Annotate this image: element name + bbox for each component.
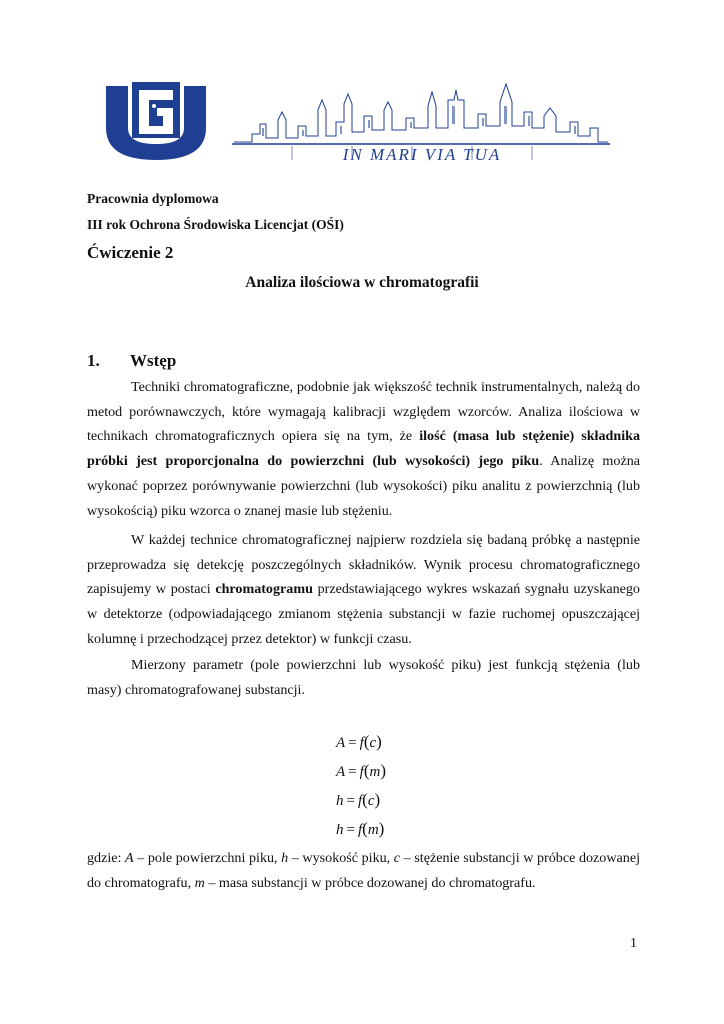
equation-fn: f xyxy=(357,793,363,809)
paragraph-2 xyxy=(87,528,640,652)
equation-lparen: ( xyxy=(362,790,368,809)
paragraph-2-text-b: przedstawiającego wykres wskazań sygnału uzyskanego w detektorze (odpowiadającego zmianom stężenia substancji w fazie ruchomej opuszczającej kolumnę i przechodzącej przez detektor) w funkcji czasu. xyxy=(87,581,640,647)
section-number: 1. xyxy=(87,351,100,370)
paragraph-1-text-b: . Analizę można wykonać poprzez porównywanie powierzchni (lub wysokości) piku analitu z powierzchnią (lub wysokością) piku wzorca o znanej masie lub stężeniu. xyxy=(87,453,641,519)
page-number: 1 xyxy=(630,936,637,951)
legend-text: – masa substancji w próbce dozowanej do chromatografu. xyxy=(204,874,536,891)
equation-op: = xyxy=(348,735,357,751)
legend-variable: c xyxy=(393,850,401,866)
equation xyxy=(336,819,384,839)
gdansk-skyline-icon xyxy=(232,80,610,166)
equation-lparen: ( xyxy=(363,732,370,751)
paragraph-2-text-a: W każdej technice chromatograficznej najpierw rozdziela się badaną próbkę a następnie przeprowadza się detekcję poszczególnych składników. Wynik procesu chromatograficznego zapisujemy w postaci xyxy=(87,532,640,598)
university-logo-icon xyxy=(106,82,206,160)
course-line-1: Pracownia dyplomowa xyxy=(87,191,219,206)
variable-legend xyxy=(87,846,640,895)
equation-arg: c xyxy=(369,735,377,751)
equation-rparen: ) xyxy=(380,761,386,780)
equation-arg: m xyxy=(369,764,381,780)
legend-variable: h xyxy=(281,850,289,866)
equation-lhs: h xyxy=(336,822,344,838)
motto-text: IN MARI VIA TUA xyxy=(342,145,502,164)
equation-lhs: A xyxy=(336,735,346,751)
section-title: Wstęp xyxy=(130,351,177,370)
exercise-heading: Ćwiczenie 2 xyxy=(87,243,174,262)
legend-text: gdzie: xyxy=(87,850,126,866)
paragraph-3: Mierzony parametr (pole powierzchni lub wysokość piku) jest funkcją stężenia (lub masy) chromatografowanej substancji. xyxy=(87,657,640,698)
equation-rparen: ) xyxy=(374,790,381,809)
equation-lhs: h xyxy=(336,793,344,809)
legend-variable: A xyxy=(125,850,134,866)
equation-fn: f xyxy=(359,764,364,780)
equation-op: = xyxy=(346,822,355,838)
paragraph-2-bold: chromatogramu xyxy=(215,581,313,598)
paragraph-1-bold: ilość (masa lub stężenie) składnika próbki jest proporcjonalna do powierzchni (lub wysokości) jego piku xyxy=(87,428,640,470)
equation xyxy=(336,761,386,781)
equation-rparen: ) xyxy=(378,819,385,838)
equation-arg: m xyxy=(367,822,379,838)
equation-op: = xyxy=(348,764,357,780)
equation-fn: f xyxy=(359,735,364,751)
equation-fn: f xyxy=(357,822,363,838)
equation xyxy=(336,732,382,752)
legend-variable: m xyxy=(194,874,205,891)
section-heading xyxy=(87,351,176,371)
paragraph-1 xyxy=(87,375,640,523)
equation-arg: c xyxy=(367,793,375,809)
equation-lparen: ( xyxy=(362,819,368,838)
legend-text: – wysokość piku, xyxy=(288,850,394,866)
document-title: Analiza ilościowa w chromatografii xyxy=(245,274,479,291)
paragraph-1-text-a: Techniki chromatograficzne, podobnie jak większość technik instrumentalnych, należą do metod porównawczych, które wymagają kalibracji względem wzorców. Analiza ilościowa w technikach chromatograficznych opiera się na tym, że xyxy=(87,379,640,445)
equation-rparen: ) xyxy=(376,732,382,751)
legend-text: – stężenie substancji w próbce dozowanej do chromatografu, xyxy=(87,850,640,891)
legend-text: – pole powierzchni piku, xyxy=(133,850,282,866)
equation-op: = xyxy=(346,793,355,809)
equation xyxy=(336,790,380,810)
course-line-2: III rok Ochrona Środowiska Licencjat (OŚI) xyxy=(87,217,344,232)
equation-lhs: A xyxy=(336,764,346,780)
equation-lparen: ( xyxy=(363,761,370,780)
